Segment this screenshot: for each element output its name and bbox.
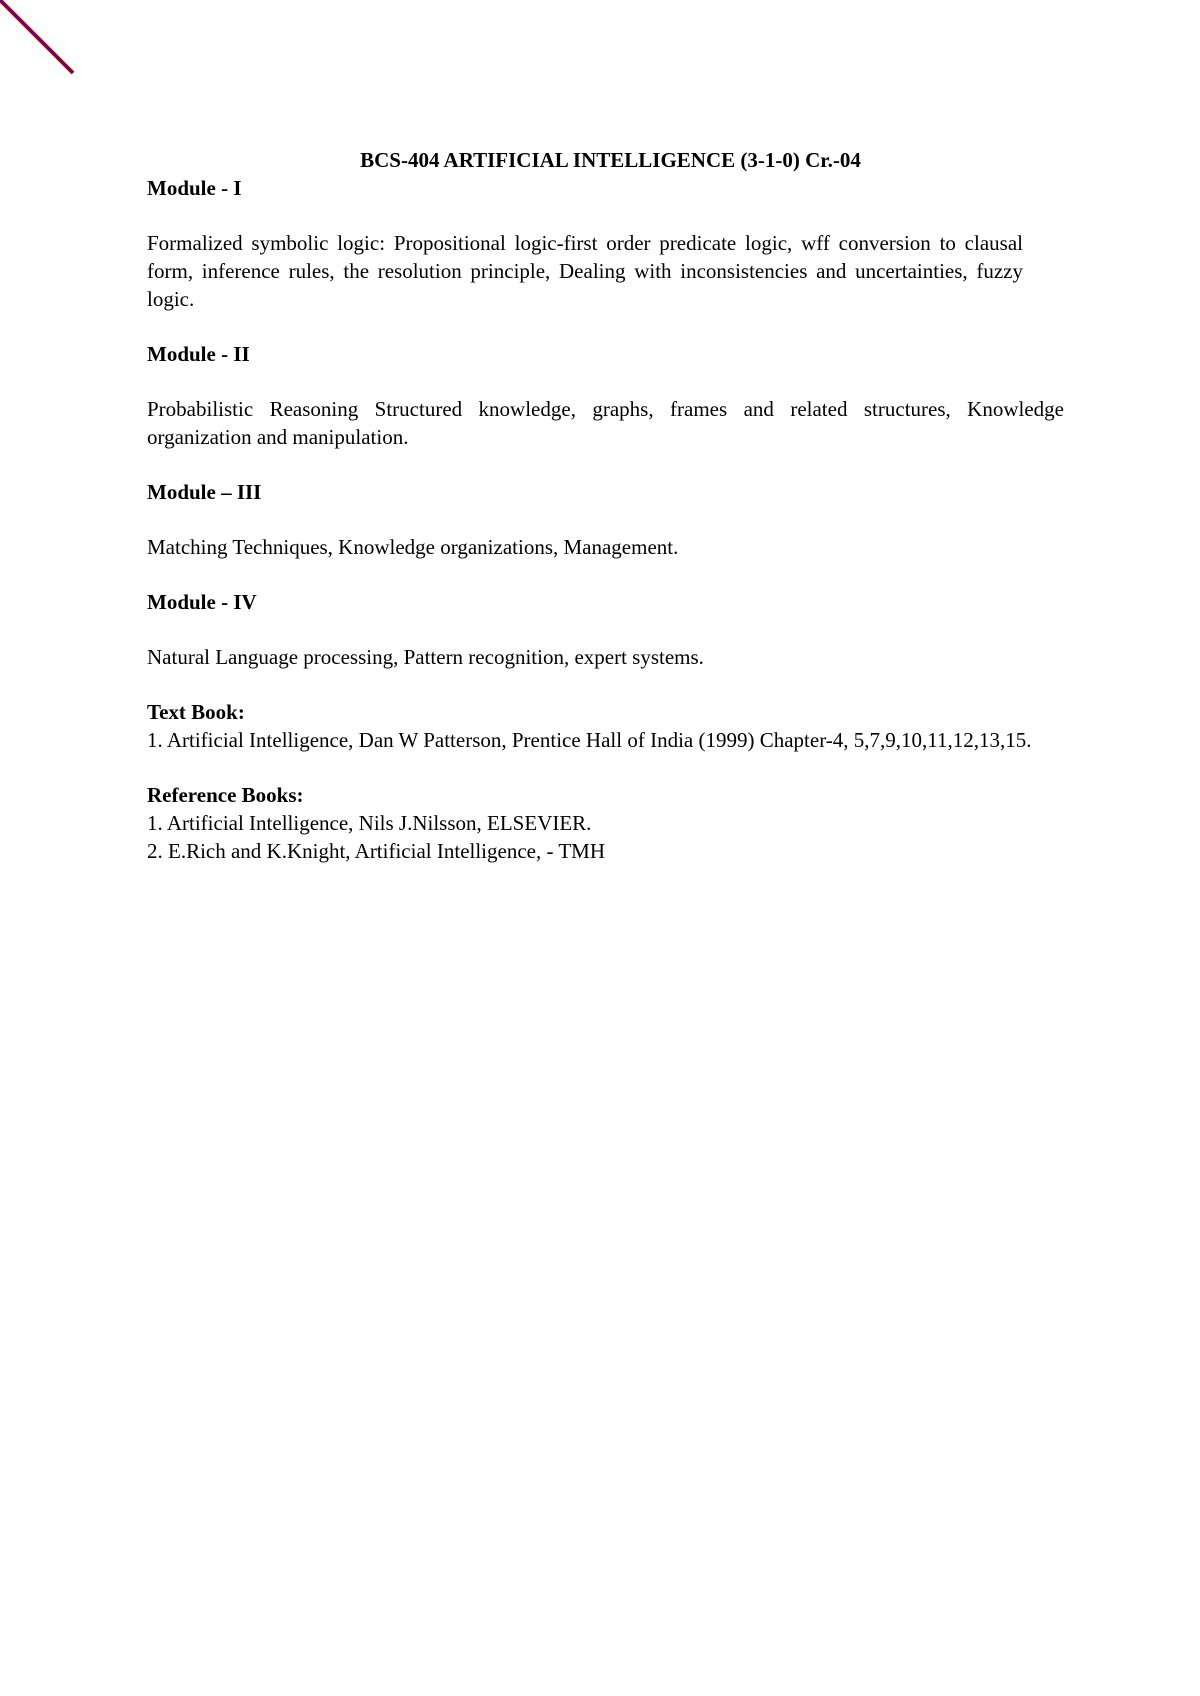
module-2-text: Probabilistic Reasoning Structured knowledge, graphs, frames and related structures, Knowledge organization and manipulation. [147,397,1064,449]
text-book-item: 1. Artificial Intelligence, Dan W Patterson, Prentice Hall of India (1999) Chapter-4, 5,7,9,10,11,12,13,15. [147,728,1032,752]
reference-books-heading: Reference Books: [147,783,304,807]
module-1-heading: Module - I [147,176,242,200]
corner-line-blue [0,0,73,73]
module-3-heading: Module – III [147,480,262,504]
module-4-heading: Module - IV [147,590,257,614]
course-title: BCS-404 ARTIFICIAL INTELLIGENCE (3-1-0) Cr.-04 [360,148,861,172]
module-4-text: Natural Language processing, Pattern recognition, expert systems. [147,645,704,669]
corner-line-mark [0,0,80,80]
module-1-text: Formalized symbolic logic: Propositional logic-first order predicate logic, wff conversion to clausal form, inference rules, the resolution principle, Dealing with inconsistencies and uncertainties, fuzzy logic. [147,231,1023,311]
text-book-heading: Text Book: [147,700,245,724]
syllabus-page [147,146,1064,865]
module-2-heading: Module - II [147,342,250,366]
reference-book-item-2: 2. E.Rich and K.Knight, Artificial Intelligence, - TMH [147,839,606,863]
reference-book-item-1: 1. Artificial Intelligence, Nils J.Nilsson, ELSEVIER. [147,811,592,835]
module-3-text: Matching Techniques, Knowledge organizations, Management. [147,535,679,559]
